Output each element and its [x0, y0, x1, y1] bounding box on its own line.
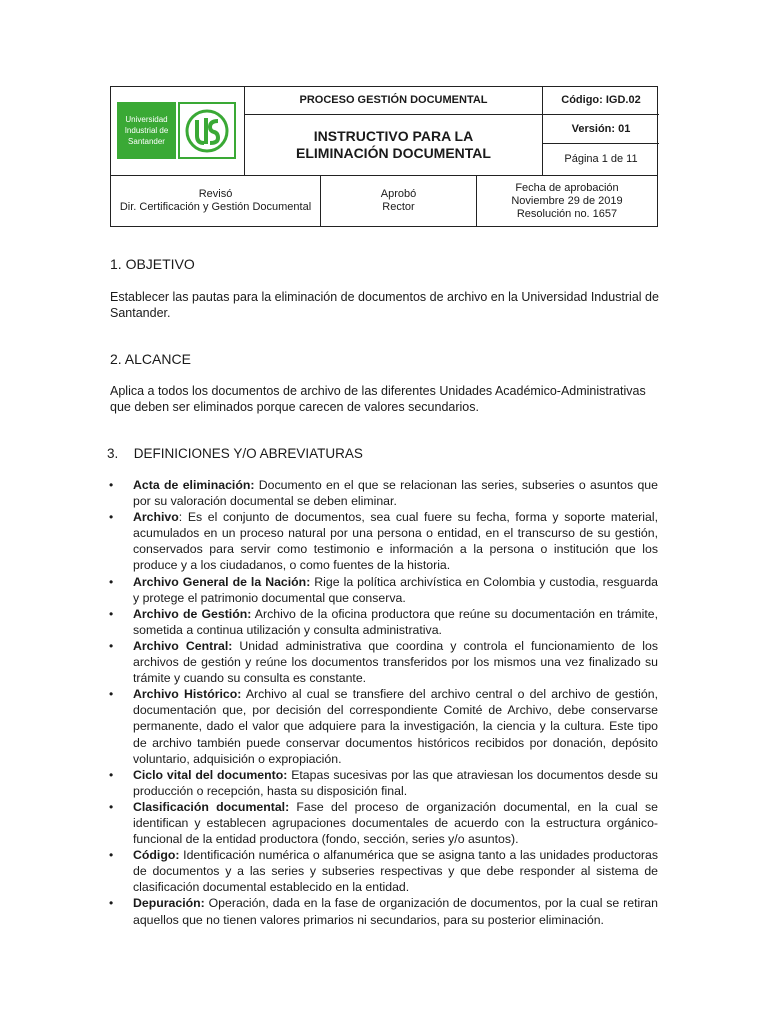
- approved-cell: [320, 175, 476, 226]
- definition-term: Archivo Histórico:: [133, 687, 242, 702]
- section-definiciones-title: DEFINICIONES Y/O ABREVIATURAS: [133, 446, 363, 461]
- list-item: [106, 606, 658, 638]
- bullet-icon: •: [109, 638, 114, 653]
- bullet-icon: •: [109, 848, 114, 863]
- definition-term: Archivo de Gestión:: [133, 606, 252, 621]
- definition-text: Documento en el que se relacionan las series, subseries o asuntos que por su valoración documental se deben eliminar.: [133, 478, 658, 509]
- page-number: Página 1 de 11: [542, 144, 659, 175]
- reviewed-by: Dir. Certificación y Gestión Documental: [119, 201, 312, 213]
- definition-text: Identificación numérica o alfanumérica que se asigna tanto a las unidades productoras de documentos y a las series y subseries respectivas y que debe responder al sistema de clasificación documental establecido en la entidad.: [133, 848, 658, 895]
- list-item: [106, 847, 658, 895]
- section-objetivo-text: Establecer las pautas para la eliminación de documentos de archivo en la Universidad Industrial de Santander.: [110, 290, 659, 320]
- definition-term: Archivo General de la Nación:: [133, 574, 311, 589]
- list-item: [106, 799, 658, 847]
- approval-date: Noviembre 29 de 2019: [511, 194, 623, 207]
- approval-date-label: Fecha de aprobación: [515, 181, 619, 194]
- document-version: Versión: 01: [542, 115, 659, 144]
- uis-logo: [117, 102, 236, 159]
- logo-university-name: Universidad Industrial de Santander: [117, 102, 176, 159]
- definition-term: Acta de eliminación:: [133, 478, 255, 492]
- bullet-icon: •: [109, 510, 114, 525]
- approval-cell: [476, 175, 657, 226]
- uis-logo-icon: [178, 102, 236, 159]
- list-item: [106, 895, 658, 927]
- definition-text: Fase del proceso de organización documental, en la cual se identifican y establecen agrupaciones documentales de acuerdo con la estructura orgánico-funcional de la entidad productora (fondo, sección, series y/o asuntos).: [133, 799, 658, 847]
- process-name: PROCESO GESTIÓN DOCUMENTAL: [244, 87, 542, 115]
- section-alcance-title: 2. ALCANCE: [110, 351, 191, 367]
- definitions-list: [106, 477, 658, 928]
- list-item: [106, 767, 658, 799]
- bullet-icon: •: [109, 687, 114, 702]
- definition-term: Archivo: [133, 510, 179, 525]
- bullet-icon: •: [109, 767, 114, 782]
- bullet-icon: •: [109, 799, 114, 814]
- list-item: [106, 686, 658, 766]
- document-code: Código: IGD.02: [542, 87, 659, 115]
- definition-text: Rige la política archivística en Colombia y custodia, resguarda y protege el patrimonio documental que conserva.: [133, 574, 658, 605]
- definition-term: Depuración:: [133, 896, 205, 911]
- section-alcance-text: Aplica a todos los documentos de archivo de las diferentes Unidades Académico-Administrativas que deben ser eliminados porque carecen de valores secundarios.: [110, 384, 646, 414]
- reviewed-label: Revisó: [198, 188, 233, 200]
- section-definiciones-heading: [107, 446, 363, 461]
- definition-text: Operación, dada en la fase de organización de documentos, por la cual se retiran aquellos que no tienen valores primarios ni secundarios, para su posterior eliminación.: [133, 896, 658, 927]
- list-item: [106, 509, 658, 573]
- definition-text: Etapas sucesivas por las que atraviesan los documentos desde su producción o recepción, hasta su disposición final.: [133, 767, 659, 798]
- logo-cell: [111, 87, 244, 175]
- section-definiciones-number: 3.: [107, 446, 119, 461]
- section-objetivo-title: 1. OBJETIVO: [110, 256, 195, 272]
- document-title: INSTRUCTIVO PARA LA ELIMINACIÓN DOCUMENTAL: [244, 115, 542, 175]
- definition-term: Ciclo vital del documento:: [133, 767, 288, 782]
- bullet-icon: •: [109, 896, 114, 911]
- definition-text: Archivo de la oficina productora que reúne su documentación en trámite, sometida a continua utilización y consulta administrativa.: [133, 606, 658, 637]
- list-item: [106, 638, 658, 686]
- definition-text: Unidad administrativa que coordina y controla el funcionamiento de los archivos de gestión y reúne los documentos transferidos por los mismos una vez finalizado su trámite y cuando su consulta es constante.: [133, 638, 658, 686]
- approved-label: Aprobó: [380, 188, 417, 200]
- bullet-icon: •: [109, 478, 114, 492]
- definition-text: Archivo al cual se transfiere del archivo central o del archivo de gestión, documentación que, por decisión del correspondiente Comité de Archivo, debe conservarse permanente, dado el valor que adquiere para la investigación, la ciencia y la cultura. Este tipo de archivo también puede conservar documentos históricos recibidos por donación, depósito voluntario, adquisición o expropiación.: [133, 687, 658, 766]
- list-item: [106, 477, 658, 509]
- bullet-icon: •: [109, 606, 114, 621]
- reviewed-cell: [111, 175, 320, 226]
- approved-by: Rector: [382, 201, 415, 213]
- definition-term: Código:: [133, 848, 180, 863]
- definition-term: Clasificación documental:: [133, 799, 290, 814]
- definition-term: Archivo Central:: [133, 638, 233, 653]
- definition-text: : Es el conjunto de documentos, sea cual fuere su fecha, forma y soporte material, acumulados en un proceso natural por una persona o entidad, en el transcurso de su gestión, conservados para servir como testimonio e información a la persona o institución que los produce y a los ciudadanos, o como fuentes de la historia.: [133, 510, 658, 573]
- list-item: [106, 574, 658, 606]
- bullet-icon: •: [109, 574, 114, 589]
- document-header-table: [110, 86, 658, 227]
- resolution-number: Resolución no. 1657: [516, 207, 618, 220]
